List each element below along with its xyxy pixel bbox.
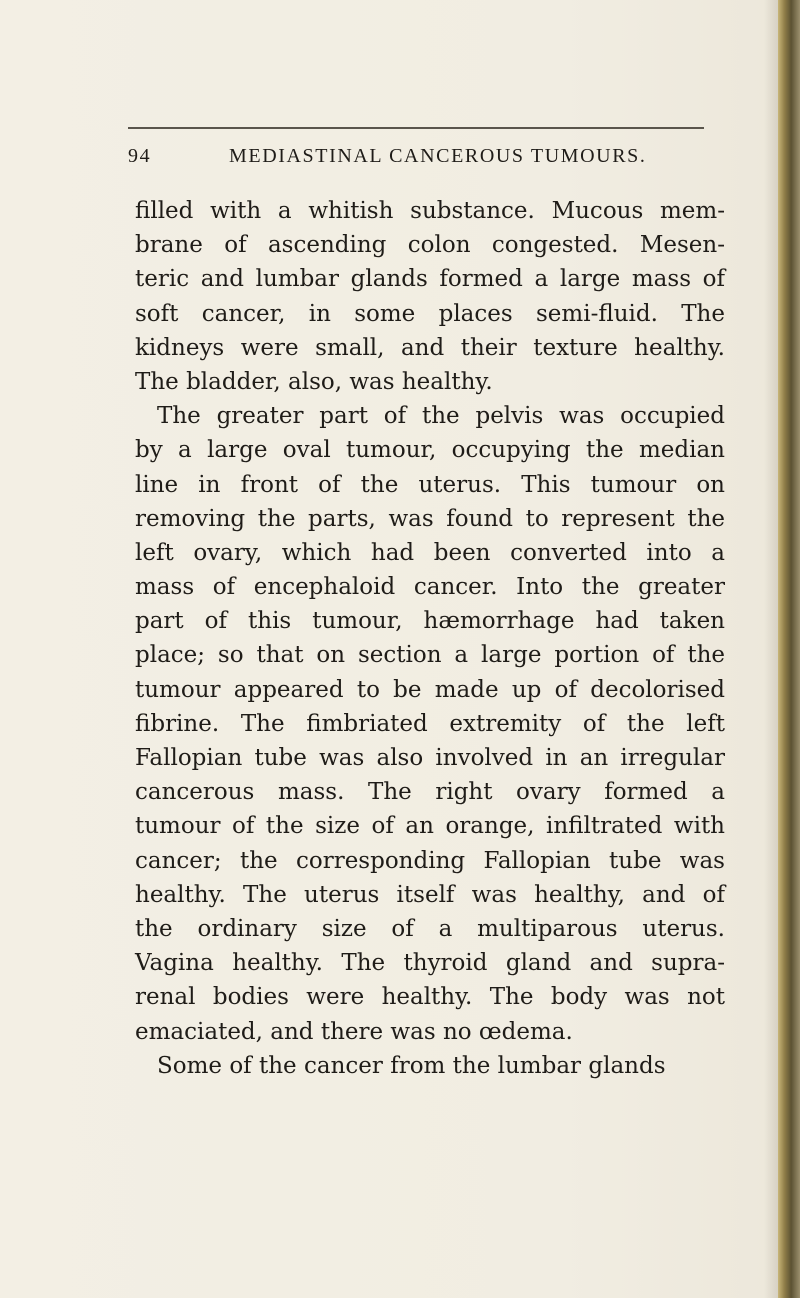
text-line: brane of ascending colon congested. Mesen- — [135, 232, 725, 259]
text-line: fibrine. The fimbriated extremity of the left — [135, 710, 725, 737]
running-title: MEDIASTINAL CANCEROUS TUMOURS. — [229, 145, 647, 167]
text-line: left ovary, which had been converted into a — [135, 539, 725, 566]
text-line: renal bodies were healthy. The body was not — [135, 984, 725, 1011]
header-rule — [128, 127, 704, 129]
text-line: Vagina healthy. The thyroid gland and supra- — [135, 950, 725, 977]
text-line: The bladder, also, was healthy. — [135, 368, 493, 395]
text-line: emaciated, and there was no œdema. — [135, 1018, 573, 1045]
text-line: The greater part of the pelvis was occupied — [157, 403, 725, 430]
text-line: line in front of the uterus. This tumour on — [135, 471, 725, 498]
binding-shadow — [764, 0, 778, 1298]
text-line: filled with a whitish substance. Mucous mem- — [135, 198, 725, 224]
text-line: Fallopian tube was also involved in an irregular — [135, 745, 725, 771]
body-text — [135, 194, 725, 1083]
text-line: place; so that on section a large portion of the — [135, 642, 725, 669]
text-line: by a large oval tumour, occupying the median — [135, 437, 725, 464]
text-line: mass of encephaloid cancer. Into the greater — [135, 574, 725, 601]
text-line: cancer; the corresponding Fallopian tube was — [135, 847, 725, 874]
text-line: soft cancer, in some places semi-fluid. The — [135, 300, 725, 327]
book-binding-edge — [778, 0, 800, 1298]
text-line: cancerous mass. The right ovary formed a — [135, 779, 725, 806]
text-line: removing the parts, was found to represent the — [135, 505, 725, 532]
text-line: teric and lumbar glands formed a large mass of — [135, 266, 725, 293]
text-line: the ordinary size of a multiparous uterus. — [135, 915, 725, 942]
text-line: tumour appeared to be made up of decolorised — [135, 676, 725, 703]
text-line: part of this tumour, hæmorrhage had taken — [135, 608, 725, 635]
page-number: 94 — [128, 145, 152, 167]
running-head — [128, 145, 708, 175]
text-line: kidneys were small, and their texture healthy. — [135, 334, 725, 361]
text-line: healthy. The uterus itself was healthy, and of — [135, 881, 725, 908]
text-line: tumour of the size of an orange, infiltrated with — [135, 813, 725, 840]
text-line: Some of the cancer from the lumbar glands — [157, 1052, 666, 1079]
